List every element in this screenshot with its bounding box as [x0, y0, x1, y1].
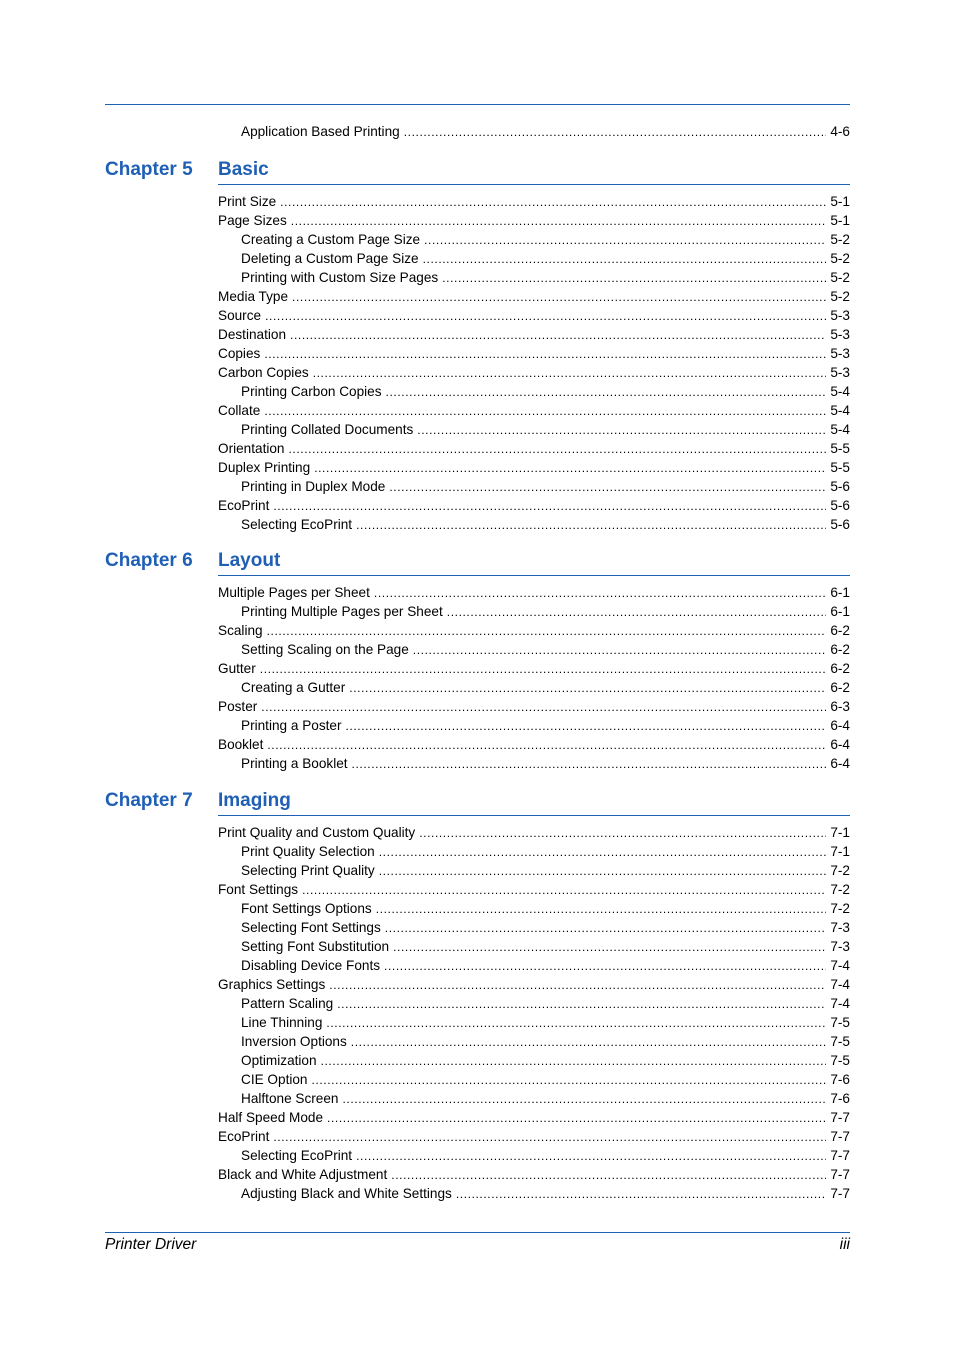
toc-entry[interactable]	[241, 1031, 850, 1050]
toc-dot-leader	[264, 346, 826, 362]
toc-entry-title: Booklet	[218, 737, 264, 752]
toc-entry[interactable]	[241, 841, 850, 860]
toc-entry-title: Setting Scaling on the Page	[241, 642, 409, 657]
toc-entry-page: 5-6	[830, 498, 850, 513]
toc-entry[interactable]	[241, 993, 850, 1012]
toc-entry-page: 7-4	[830, 958, 850, 973]
toc-entry[interactable]	[241, 1069, 850, 1088]
toc-entry[interactable]	[241, 1012, 850, 1031]
toc-entry-page: 5-5	[830, 460, 850, 475]
toc-entry[interactable]	[218, 1107, 850, 1126]
toc-entry[interactable]	[218, 400, 850, 419]
toc-dot-leader	[385, 920, 827, 936]
toc-dot-leader	[423, 251, 827, 267]
toc-dot-leader	[273, 1129, 826, 1145]
toc-entry-title: Duplex Printing	[218, 460, 311, 475]
toc-entry-title: Creating a Gutter	[241, 680, 346, 695]
toc-entry-title: Font Settings	[218, 882, 299, 897]
toc-dot-leader	[349, 680, 826, 696]
chapter-number: Chapter 7	[105, 790, 193, 811]
toc-entry-page: 7-7	[830, 1167, 850, 1182]
toc-entry-page: 7-7	[830, 1148, 850, 1163]
chapter-title: Imaging	[218, 790, 291, 811]
toc-entry-title: Carbon Copies	[218, 365, 309, 380]
toc-dot-leader	[329, 977, 826, 993]
toc-entry-title: Printing Collated Documents	[241, 422, 414, 437]
toc-entry-page: 5-4	[830, 422, 850, 437]
toc-dot-leader	[342, 1091, 826, 1107]
toc-dot-leader	[273, 498, 826, 514]
toc-dot-leader	[289, 441, 827, 457]
toc-entry-page: 7-4	[830, 977, 850, 992]
toc-entry-page: 5-3	[830, 365, 850, 380]
toc-entry-page: 7-5	[830, 1034, 850, 1049]
toc-entry-page: 5-3	[830, 346, 850, 361]
toc-entry-page: 7-5	[830, 1015, 850, 1030]
chapter-rule	[218, 184, 850, 185]
chapter-title: Basic	[218, 159, 269, 180]
toc-entry[interactable]	[218, 696, 850, 715]
toc-entry[interactable]	[218, 879, 850, 898]
toc-entry-title: Setting Font Substitution	[241, 939, 390, 954]
toc-entry-page: 5-2	[830, 251, 850, 266]
toc-entry-title: Scaling	[218, 623, 263, 638]
toc-entry-page: 7-1	[830, 825, 850, 840]
toc-dot-leader	[356, 1148, 826, 1164]
toc-dot-leader	[313, 365, 827, 381]
toc-dot-leader	[346, 718, 827, 734]
toc-dot-leader	[413, 642, 827, 658]
toc-entry-page: 7-7	[830, 1186, 850, 1201]
toc-entry[interactable]	[218, 495, 850, 514]
toc-entry[interactable]	[218, 974, 850, 993]
toc-entry-title: Poster	[218, 699, 258, 714]
toc-entry-page: 5-2	[830, 270, 850, 285]
toc-entry-title: Destination	[218, 327, 287, 342]
toc-entry-title: Media Type	[218, 289, 289, 304]
toc-dot-leader	[379, 863, 827, 879]
toc-entry-page: 5-3	[830, 327, 850, 342]
toc-dot-leader	[314, 460, 826, 476]
toc-entry-page: 7-6	[830, 1091, 850, 1106]
toc-entry[interactable]	[241, 1050, 850, 1069]
toc-entry[interactable]	[241, 715, 850, 734]
footer-page-number: iii	[839, 1236, 850, 1253]
toc-entry-title: Selecting Print Quality	[241, 863, 375, 878]
toc-entry[interactable]	[241, 229, 850, 248]
toc-dot-leader	[417, 422, 826, 438]
toc-entry[interactable]	[218, 324, 850, 343]
toc-entry-title: Selecting EcoPrint	[241, 517, 353, 532]
toc-entry[interactable]	[241, 1183, 850, 1202]
toc-entry[interactable]	[218, 658, 850, 677]
toc-entry-page: 5-2	[830, 289, 850, 304]
chapter-rule	[218, 815, 850, 816]
toc-entry[interactable]	[241, 898, 850, 917]
toc-entry-title: Application Based Printing	[241, 124, 400, 139]
toc-entry[interactable]	[218, 1126, 850, 1145]
toc-entry[interactable]	[241, 381, 850, 400]
toc-dot-leader	[280, 194, 826, 210]
toc-entry[interactable]	[241, 121, 850, 140]
toc-entry-title: Printing a Booklet	[241, 756, 348, 771]
chapter-heading[interactable]	[105, 790, 850, 814]
toc-entry[interactable]	[218, 191, 850, 210]
toc-entry-page: 7-7	[830, 1129, 850, 1144]
header-rule	[105, 104, 850, 105]
toc-entry-title: Printing Multiple Pages per Sheet	[241, 604, 443, 619]
toc-dot-leader	[261, 699, 826, 715]
toc-entry-title: Deleting a Custom Page Size	[241, 251, 419, 266]
toc-entry[interactable]	[218, 438, 850, 457]
toc-entry[interactable]	[241, 677, 850, 696]
toc-entry-page: 5-6	[830, 517, 850, 532]
toc-dot-leader	[267, 737, 826, 753]
toc-dot-leader	[386, 384, 827, 400]
toc-entry[interactable]	[241, 419, 850, 438]
toc-entry[interactable]	[241, 860, 850, 879]
toc-entry-title: Graphics Settings	[218, 977, 326, 992]
toc-entry-page: 7-3	[830, 939, 850, 954]
toc-dot-leader	[291, 213, 827, 229]
toc-entry[interactable]	[241, 601, 850, 620]
toc-entry-page: 6-1	[830, 585, 850, 600]
toc-entry-title: Selecting EcoPrint	[241, 1148, 353, 1163]
toc-entry[interactable]	[241, 1145, 850, 1164]
toc-entry-title: Creating a Custom Page Size	[241, 232, 421, 247]
toc-entry-page: 6-2	[830, 661, 850, 676]
chapter-heading[interactable]	[105, 550, 850, 574]
toc-entry-page: 7-5	[830, 1053, 850, 1068]
toc-entry-page: 6-1	[830, 604, 850, 619]
toc-dot-leader	[376, 901, 827, 917]
toc-entry-title: Print Size	[218, 194, 277, 209]
toc-entry-title: Orientation	[218, 441, 285, 456]
toc-entry[interactable]	[241, 753, 850, 772]
toc-entry-title: Copies	[218, 346, 261, 361]
toc-entry-title: EcoPrint	[218, 1129, 270, 1144]
toc-dot-leader	[337, 996, 826, 1012]
toc-entry-title: Gutter	[218, 661, 256, 676]
toc-entry-page: 5-5	[830, 441, 850, 456]
footer-rule	[105, 1232, 850, 1233]
toc-entry[interactable]	[218, 286, 850, 305]
toc-entry-title: Printing with Custom Size Pages	[241, 270, 439, 285]
toc-entry-title: Page Sizes	[218, 213, 287, 228]
toc-entry-title: Inversion Options	[241, 1034, 347, 1049]
toc-dot-leader	[447, 604, 827, 620]
toc-entry-title: Font Settings Options	[241, 901, 372, 916]
toc-dot-leader	[321, 1053, 827, 1069]
toc-entry-page: 4-6	[830, 124, 850, 139]
toc-entry-title: Multiple Pages per Sheet	[218, 585, 370, 600]
toc-dot-leader	[424, 232, 826, 248]
chapter-rule	[218, 575, 850, 576]
toc-entry-page: 7-7	[830, 1110, 850, 1125]
toc-dot-leader	[312, 1072, 827, 1088]
toc-entry-page: 7-1	[830, 844, 850, 859]
toc-dot-leader	[379, 844, 827, 860]
toc-entry[interactable]	[218, 210, 850, 229]
toc-entry-title: Source	[218, 308, 262, 323]
toc-dot-leader	[327, 1110, 826, 1126]
toc-entry-title: CIE Option	[241, 1072, 308, 1087]
toc-entry[interactable]	[218, 457, 850, 476]
toc-entry-title: Halftone Screen	[241, 1091, 339, 1106]
toc-entry-page: 5-2	[830, 232, 850, 247]
toc-dot-leader	[265, 308, 826, 324]
toc-entry-title: Line Thinning	[241, 1015, 323, 1030]
toc-entry[interactable]	[218, 1164, 850, 1183]
chapter-number: Chapter 6	[105, 550, 193, 571]
toc-entry[interactable]	[241, 917, 850, 936]
toc-entry-page: 6-4	[830, 737, 850, 752]
toc-entry-page: 6-3	[830, 699, 850, 714]
toc-entry-page: 5-4	[830, 403, 850, 418]
toc-entry[interactable]	[218, 734, 850, 753]
footer-title: Printer Driver	[105, 1236, 197, 1253]
toc-dot-leader	[352, 756, 827, 772]
toc-entry-page: 7-3	[830, 920, 850, 935]
toc-entry-page: 6-4	[830, 756, 850, 771]
toc-dot-leader	[404, 124, 827, 140]
toc-dot-leader	[391, 1167, 826, 1183]
toc-dot-leader	[267, 623, 827, 639]
toc-dot-leader	[351, 1034, 827, 1050]
toc-dot-leader	[264, 403, 826, 419]
toc-dot-leader	[384, 958, 826, 974]
toc-entry[interactable]	[218, 305, 850, 324]
toc-dot-leader	[260, 661, 827, 677]
toc-entry-page: 7-2	[830, 863, 850, 878]
toc-dot-leader	[374, 585, 826, 601]
toc-entry-page: 6-2	[830, 623, 850, 638]
toc-dot-leader	[393, 939, 826, 955]
toc-entry[interactable]	[241, 476, 850, 495]
toc-entry[interactable]	[241, 936, 850, 955]
toc-entry-page: 6-2	[830, 680, 850, 695]
toc-entry-page: 5-1	[830, 213, 850, 228]
toc-dot-leader	[456, 1186, 827, 1202]
toc-entry-title: Print Quality Selection	[241, 844, 375, 859]
toc-dot-leader	[290, 327, 826, 343]
toc-entry-title: Adjusting Black and White Settings	[241, 1186, 452, 1201]
toc-entry-title: Selecting Font Settings	[241, 920, 381, 935]
toc-entry-page: 7-2	[830, 901, 850, 916]
toc-entry[interactable]	[241, 639, 850, 658]
toc-dot-leader	[389, 479, 826, 495]
toc-entry[interactable]	[218, 582, 850, 601]
chapter-title: Layout	[218, 550, 281, 571]
toc-dot-leader	[356, 517, 826, 533]
toc-entry-page: 5-4	[830, 384, 850, 399]
toc-entry[interactable]	[218, 343, 850, 362]
toc-entry-page: 5-1	[830, 194, 850, 209]
toc-dot-leader	[326, 1015, 826, 1031]
toc-dot-leader	[419, 825, 826, 841]
toc-entry-title: EcoPrint	[218, 498, 270, 513]
toc-entry[interactable]	[241, 955, 850, 974]
toc-dot-leader	[442, 270, 826, 286]
toc-entry-title: Half Speed Mode	[218, 1110, 324, 1125]
toc-entry[interactable]	[241, 267, 850, 286]
toc-entry-title: Print Quality and Custom Quality	[218, 825, 416, 840]
toc-entry-title: Printing in Duplex Mode	[241, 479, 386, 494]
toc-entry-page: 6-2	[830, 642, 850, 657]
chapter-number: Chapter 5	[105, 159, 193, 180]
toc-dot-leader	[302, 882, 826, 898]
toc-entry-page: 7-2	[830, 882, 850, 897]
toc-entry-title: Black and White Adjustment	[218, 1167, 388, 1182]
toc-entry[interactable]	[218, 620, 850, 639]
toc-entry-page: 5-3	[830, 308, 850, 323]
toc-entry-page: 7-4	[830, 996, 850, 1011]
toc-entry-page: 5-6	[830, 479, 850, 494]
toc-entry-page: 6-4	[830, 718, 850, 733]
toc-entry[interactable]	[241, 514, 850, 533]
toc-entry-title: Printing Carbon Copies	[241, 384, 382, 399]
toc-entry[interactable]	[218, 822, 850, 841]
toc-entry[interactable]	[241, 1088, 850, 1107]
toc-entry-title: Disabling Device Fonts	[241, 958, 381, 973]
toc-entry-title: Printing a Poster	[241, 718, 342, 733]
toc-entry-title: Collate	[218, 403, 261, 418]
toc-entry[interactable]	[218, 362, 850, 381]
toc-entry[interactable]	[241, 248, 850, 267]
chapter-heading[interactable]	[105, 159, 850, 183]
toc-entry-title: Optimization	[241, 1053, 317, 1068]
toc-entry-title: Pattern Scaling	[241, 996, 334, 1011]
toc-entry-page: 7-6	[830, 1072, 850, 1087]
toc-dot-leader	[292, 289, 826, 305]
